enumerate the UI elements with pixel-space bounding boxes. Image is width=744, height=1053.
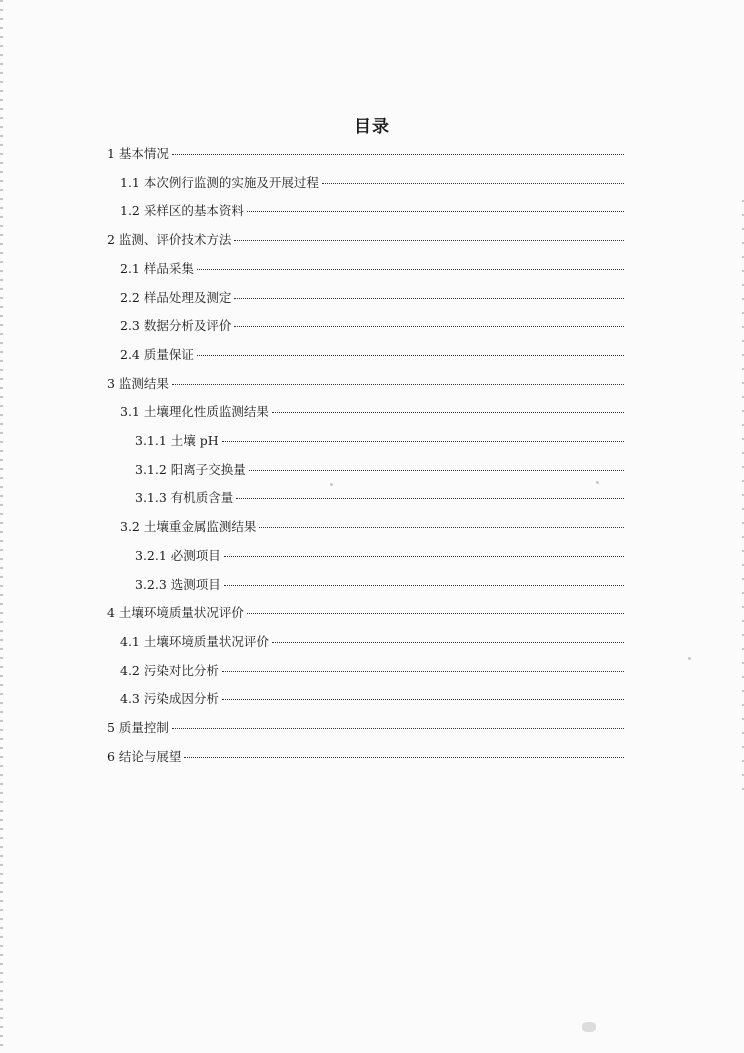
toc-entry[interactable] bbox=[135, 430, 624, 452]
toc-dot-leader bbox=[272, 412, 624, 413]
toc-entry[interactable] bbox=[107, 717, 624, 739]
toc-dot-leader bbox=[236, 498, 624, 499]
toc-dot-leader bbox=[259, 527, 624, 528]
toc-entry[interactable] bbox=[120, 287, 624, 309]
toc-entry[interactable] bbox=[120, 172, 624, 194]
toc-dot-leader bbox=[247, 613, 624, 614]
toc-entry[interactable] bbox=[107, 229, 624, 251]
toc-entry[interactable] bbox=[107, 143, 624, 165]
toc-dot-leader bbox=[197, 355, 624, 356]
toc-entry-text: 3.1.2 阳离子交换量 bbox=[135, 461, 246, 477]
toc-entry-text: 2.2 样品处理及测定 bbox=[120, 289, 232, 305]
toc-dot-leader bbox=[247, 211, 624, 212]
toc-entry[interactable] bbox=[120, 401, 624, 423]
toc-entry[interactable] bbox=[120, 258, 624, 280]
toc-entry[interactable] bbox=[107, 373, 624, 395]
toc-entry-text: 2.4 质量保证 bbox=[120, 346, 194, 362]
toc-entry-text: 2 监测、评价技术方法 bbox=[107, 232, 232, 248]
toc-dot-leader bbox=[222, 671, 624, 672]
toc-entry-text: 4.3 污染成因分析 bbox=[120, 691, 219, 707]
toc-entry-text: 2.1 样品采集 bbox=[120, 260, 194, 276]
toc-entry[interactable] bbox=[120, 660, 624, 682]
toc-entry-text: 3.2.3 选测项目 bbox=[135, 576, 221, 592]
toc-entry-text: 3.1.1 土壤 pH bbox=[135, 433, 219, 448]
toc-entry-text: 1.2 采样区的基本资料 bbox=[120, 203, 244, 219]
scan-smudge bbox=[582, 1022, 596, 1032]
toc-entry-text: 6 结论与展望 bbox=[107, 748, 182, 764]
toc-dot-leader bbox=[172, 728, 624, 729]
toc-entry[interactable] bbox=[135, 574, 624, 596]
toc-dot-leader bbox=[249, 470, 624, 471]
toc-dot-leader bbox=[222, 441, 624, 442]
toc-entry-text: 3.1.3 有机质含量 bbox=[135, 490, 234, 506]
toc-dot-leader bbox=[272, 642, 624, 643]
toc-entry-text: 1.1 本次例行监测的实施及开展过程 bbox=[120, 174, 319, 190]
toc-dot-leader bbox=[322, 183, 624, 184]
toc-dot-leader bbox=[184, 757, 624, 758]
toc-dot-leader bbox=[234, 240, 624, 241]
toc-dot-leader bbox=[172, 384, 624, 385]
toc-entry[interactable] bbox=[120, 516, 624, 538]
toc-title: 目录 bbox=[354, 117, 390, 137]
toc-entry-text: 1 基本情况 bbox=[107, 146, 169, 161]
toc-entry-text: 4 土壤环境质量状况评价 bbox=[107, 605, 244, 621]
toc-dot-leader bbox=[234, 298, 624, 299]
toc-entry[interactable] bbox=[120, 315, 624, 337]
toc-dot-leader bbox=[224, 585, 624, 586]
toc-entry[interactable] bbox=[120, 344, 624, 366]
toc-entry-text: 3.1 土壤理化性质监测结果 bbox=[120, 404, 269, 420]
toc-entry[interactable] bbox=[135, 545, 624, 567]
scan-edge-left bbox=[0, 0, 3, 1053]
toc-entry-text: 3.2.1 必测项目 bbox=[135, 547, 221, 563]
toc-entry[interactable] bbox=[135, 459, 624, 481]
toc-entry[interactable] bbox=[120, 631, 624, 653]
toc-entry-text: 3.2 土壤重金属监测结果 bbox=[120, 519, 257, 535]
toc-dot-leader bbox=[234, 326, 624, 327]
scan-speck bbox=[596, 481, 599, 484]
toc-entry-text: 4.1 土壤环境质量状况评价 bbox=[120, 633, 269, 649]
toc-entry[interactable] bbox=[120, 200, 624, 222]
toc-entry-text: 2.3 数据分析及评价 bbox=[120, 318, 232, 334]
toc-dot-leader bbox=[172, 154, 624, 155]
toc-dot-leader bbox=[224, 556, 624, 557]
toc-entry[interactable] bbox=[135, 487, 624, 509]
toc-dot-leader bbox=[222, 699, 624, 700]
toc-entry-text: 4.2 污染对比分析 bbox=[120, 662, 219, 678]
toc-dot-leader bbox=[197, 269, 624, 270]
toc-entry[interactable] bbox=[120, 688, 624, 710]
toc-entry[interactable] bbox=[107, 602, 624, 624]
scan-speck bbox=[688, 657, 691, 660]
scan-speck bbox=[330, 483, 333, 486]
toc-entry-text: 3 监测结果 bbox=[107, 375, 169, 391]
toc-entry-text: 5 质量控制 bbox=[107, 720, 169, 735]
toc-entry[interactable] bbox=[107, 746, 624, 768]
